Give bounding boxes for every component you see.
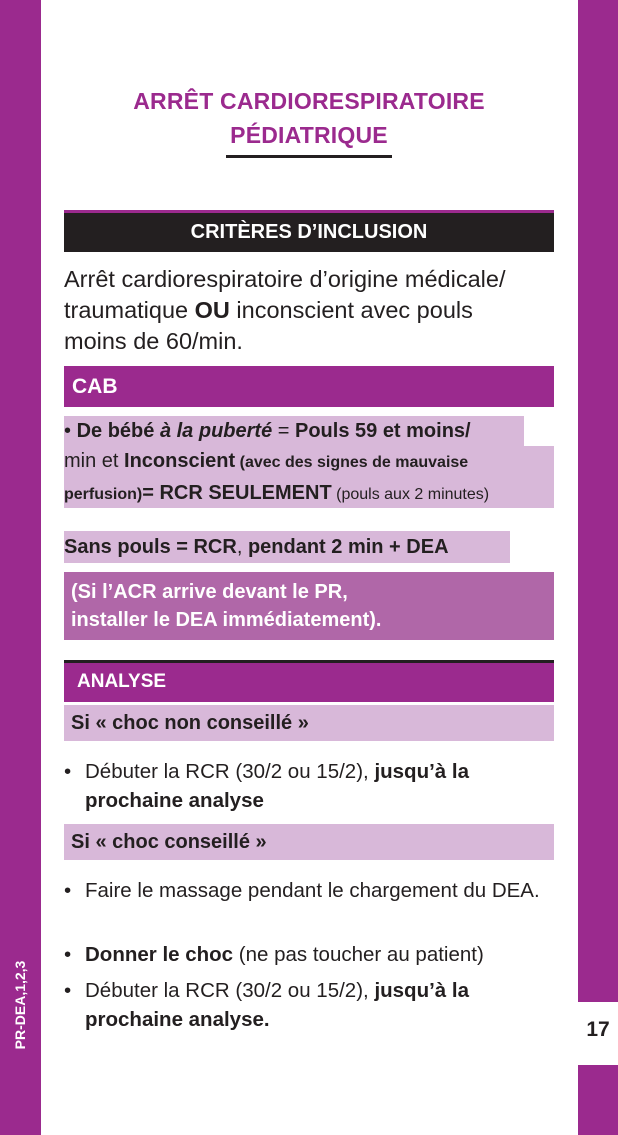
cab-seg3: = (272, 420, 295, 442)
title-underline (226, 155, 392, 158)
dea-note-box (64, 572, 554, 640)
bullet1-plain: Débuter la RCR (30/2 ou 15/2), (85, 760, 375, 783)
bullet2-text: Faire le massage pendant le chargement du DEA. (85, 879, 540, 902)
sans-pouls-b: , (236, 536, 248, 558)
cab-seg7: (avec des signes de mauvaise (235, 454, 469, 471)
bullet3-plain: (ne pas toucher au patient) (233, 943, 484, 966)
cab-seg9: = RCR SEULEMENT (142, 482, 332, 504)
bullet-icon: • (64, 879, 72, 902)
cab-seg4: Pouls 59 et moins/ (295, 420, 471, 442)
note-line2: installer le DEA immédiatement). (71, 609, 382, 631)
cab-seg2: à la puberté (159, 420, 273, 442)
inclusion-criteria (64, 264, 554, 357)
sans-pouls-c: pendant 2 min + DEA (247, 536, 449, 558)
list-item (64, 876, 554, 905)
inclusion-line2-bold: OU (194, 297, 230, 323)
bullet4-plain: Débuter la RCR (30/2 ou 15/2), (85, 979, 375, 1002)
cab-seg6: Inconscient (124, 450, 236, 472)
right-margin-band-bottom (578, 1065, 618, 1135)
bullet-icon: • (64, 943, 72, 966)
sans-pouls-a: Sans pouls = RCR (64, 536, 237, 558)
inclusion-line1: Arrêt cardiorespiratoire d’origine médicale/ (64, 266, 506, 292)
cab-seg5: min et (64, 450, 125, 472)
cab-heading: CAB (64, 366, 554, 407)
cab-seg8: perfusion) (64, 486, 143, 503)
bullet-icon: • (64, 760, 72, 783)
bullet-icon: • (64, 979, 72, 1002)
right-margin-band-top (578, 0, 618, 1002)
shock-advised-heading: Si « choc conseillé » (64, 824, 554, 860)
page-title-line1: ARRÊT CARDIORESPIRATOIRE (133, 88, 485, 114)
cab-criteria-block (64, 416, 554, 508)
list-item (64, 976, 554, 1034)
bullet4-bold: jusqu’à la prochaine analyse. (85, 979, 469, 1031)
cab-seg10: (pouls aux 2 minutes) (331, 486, 490, 503)
bullet-icon: • (64, 420, 72, 442)
cab-seg1: De bébé (71, 420, 160, 442)
page-title-line2: PÉDIATRIQUE (230, 122, 388, 148)
page-number: 17 (586, 1018, 610, 1041)
note-line1: (Si l’ACR arrive devant le PR, (71, 581, 348, 603)
inclusion-line3: moins de 60/min. (64, 328, 243, 354)
inclusion-line2-pre: traumatique (64, 297, 195, 323)
list-item (64, 757, 554, 815)
protocol-code: PR-DEA,1,2,3 (12, 960, 28, 1050)
bullet1-bold: jusqu’à la prochaine analyse (85, 760, 469, 812)
analyse-heading: ANALYSE (64, 660, 554, 702)
bullet3-bold: Donner le choc (85, 943, 234, 966)
list-item (64, 940, 554, 969)
non-shock-advised-heading: Si « choc non conseillé » (64, 705, 554, 741)
inclusion-line2-post: inconscient avec pouls (229, 297, 473, 323)
inclusion-heading: CRITÈRES D’INCLUSION (64, 210, 554, 252)
cab-criteria-text (64, 416, 554, 510)
sans-pouls-line (64, 531, 510, 563)
